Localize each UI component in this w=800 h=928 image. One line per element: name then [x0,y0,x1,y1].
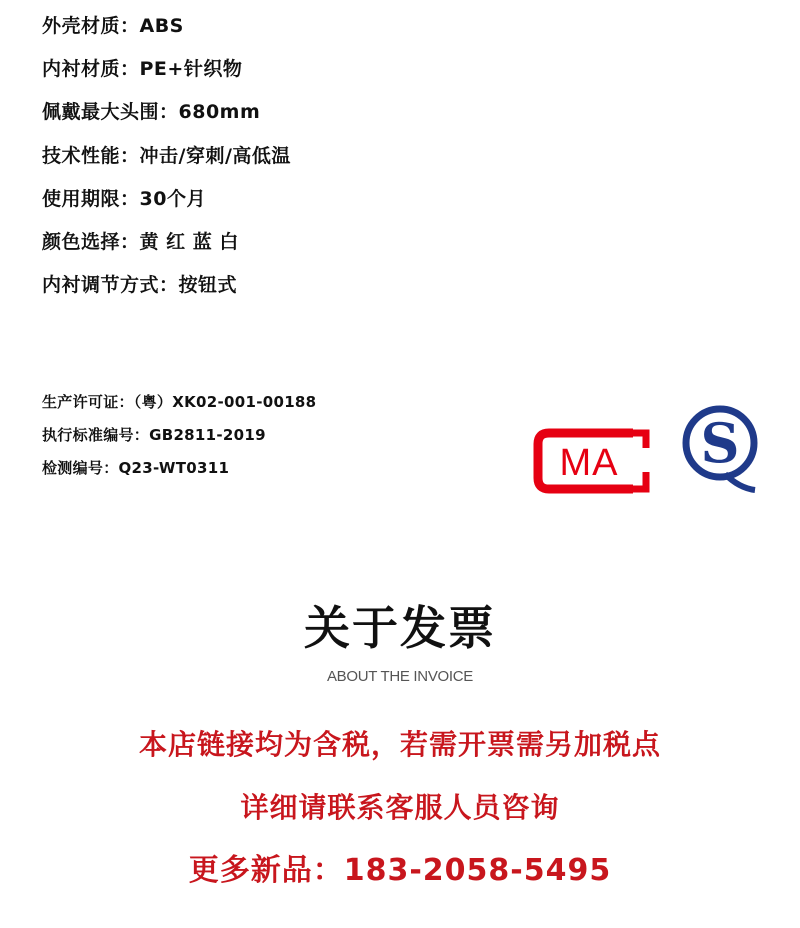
contact-notice: 详细请联系客服人员咨询 [240,791,560,824]
spec-list [42,10,291,312]
production-license: 生产许可证：（粤）XK02-001-00188 [42,393,317,411]
spec-performance: 技术性能：冲击/穿刺/高低温 [42,144,291,167]
spec-service-life: 使用期限：30个月 [42,187,206,210]
spec-colors: 颜色选择：黄 红 蓝 白 [42,230,239,253]
cma-logo-icon [533,428,651,494]
invoice-heading: 关于发票 [304,601,496,655]
invoice-subheading: ABOUT THE INVOICE [326,668,474,685]
spec-liner-material: 内衬材质：PE+针织物 [42,58,243,81]
spec-liner-adjustment: 内衬调节方式：按钮式 [42,274,238,297]
spec-max-head-size: 佩戴最大头围：680mm [42,101,261,124]
certification-list [42,389,316,488]
qs-logo-icon [681,404,759,494]
cma-logo-text: MA [559,442,619,484]
tax-notice: 本店链接均为含税，若需开票需另加税点 [138,728,661,761]
test-number: 检测编号：Q23-WT0311 [42,459,230,477]
spec-shell-material: 外壳材质：ABS [42,15,184,37]
qs-logo-text: S [700,411,740,475]
new-products-phone: 更多新品：183-2058-5495 [188,853,612,888]
standard-number: 执行标准编号：GB2811-2019 [42,426,266,444]
